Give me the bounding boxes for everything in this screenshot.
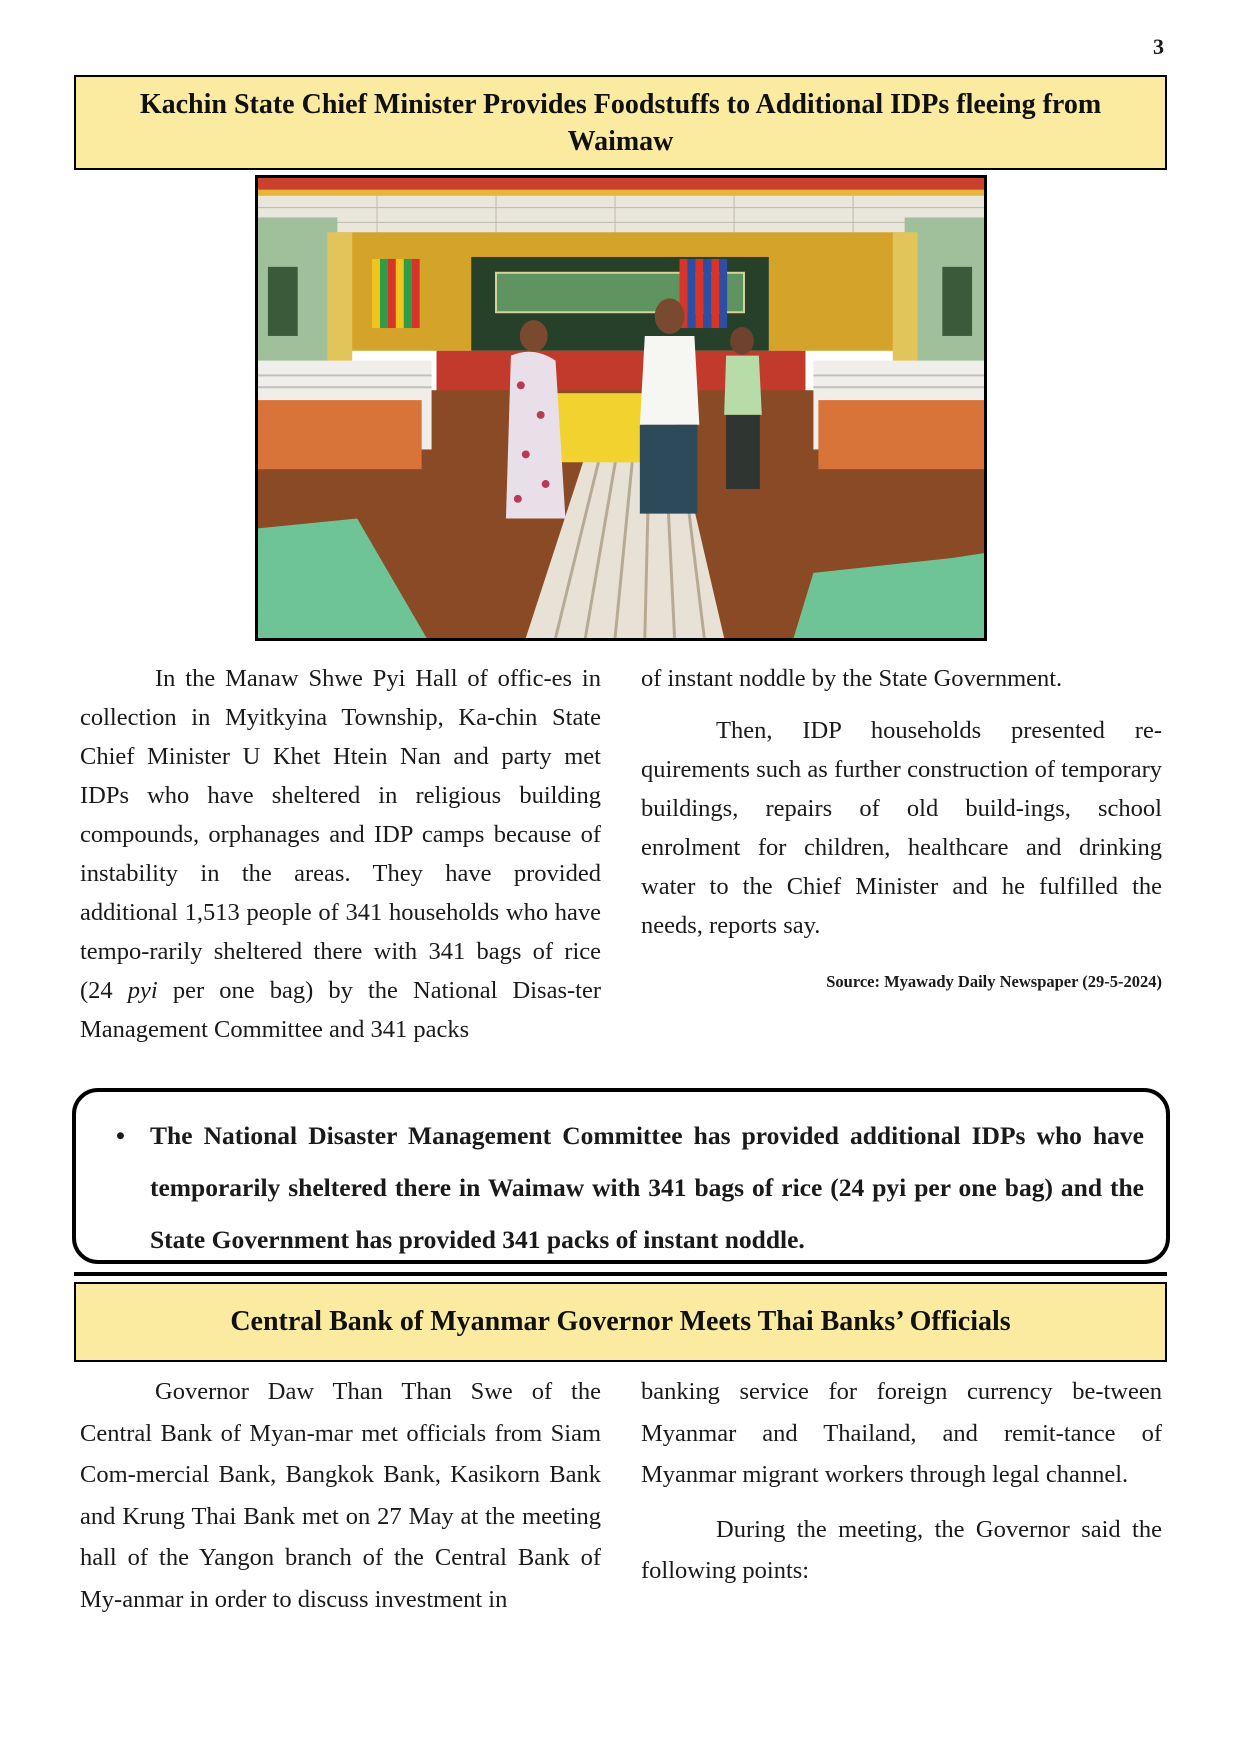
highlight-list	[76, 1092, 1166, 1266]
highlight-item	[116, 1110, 1144, 1266]
page-number: 3	[1153, 34, 1164, 59]
photo-illustration	[258, 178, 984, 638]
article-paragraph: of instant noddle by the State Government.	[641, 665, 1063, 692]
article-title-text: Kachin State Chief Minister Provides Foodstuffs to Additional IDPs fleeing from Waimaw	[139, 88, 1102, 157]
article-left-column	[80, 659, 601, 1062]
article-paragraph: banking service for foreign currency be-tween Myanmar and Thailand, and remit-tance of Myanmar migrant workers through legal channel.	[641, 1378, 1162, 1488]
article-left-column	[80, 1371, 601, 1633]
article-title-text: Central Bank of Myanmar Governor Meets Thai Banks’ Officials	[230, 1306, 1011, 1337]
highlight-text: The National Disaster Management Committee has provided additional IDPs who have temporarily sheltered there in Waimaw with 341 bags of rice (24 pyi per one bag) and the State Government has provided 341 packs of instant noddle.	[150, 1121, 1144, 1254]
article-title	[74, 1282, 1167, 1362]
event-photo	[255, 175, 987, 641]
article-paragraph: Governor Daw Than Than Swe of the Central Bank of Myan-mar met officials from Siam Com-mercial Bank, Bangkok Bank, Kasikorn Bank and Krung Thai Bank met on 27 May at the meeting hall of the Yangon branch of the Central Bank of My-anmar in order to discuss investment in	[80, 1378, 601, 1613]
paragraph-text: In the Manaw Shwe Pyi Hall of offic-es in collection in Myitkyina Township, Ka-chin State Chief Minister U Khet Htein Nan and party met IDPs who have sheltered in religious building compounds, orphanages and IDP camps because of instability in the areas. They have provided additional 1,513 people of 341 households who have tempo-rarily sheltered there with 341 bags of rice (24	[80, 665, 601, 1004]
article-paragraph	[80, 659, 601, 1049]
article-paragraph: During the meeting, the Governor said the following points:	[641, 1515, 1162, 1584]
article-right-column	[641, 1371, 1162, 1605]
source-citation: Source: Myawady Daily Newspaper (29-5-2024)	[826, 972, 1162, 991]
article-right-column	[641, 659, 1162, 993]
article-paragraph: Then, IDP households presented re-quirements such as further construction of temporary buildings, repairs of old build-ings, school enrolment for children, healthcare and drinking water to the Chief Minister and he fulfilled the needs, reports say.	[641, 717, 1162, 939]
section-divider	[74, 1272, 1167, 1276]
italic-term: pyi	[127, 977, 158, 1004]
paragraph-text: per one bag) by the National Disas-ter Management Committee and 341 packs	[80, 977, 601, 1043]
article-title	[74, 75, 1167, 170]
bullet-icon: •	[116, 1121, 125, 1150]
highlight-box	[72, 1088, 1170, 1264]
